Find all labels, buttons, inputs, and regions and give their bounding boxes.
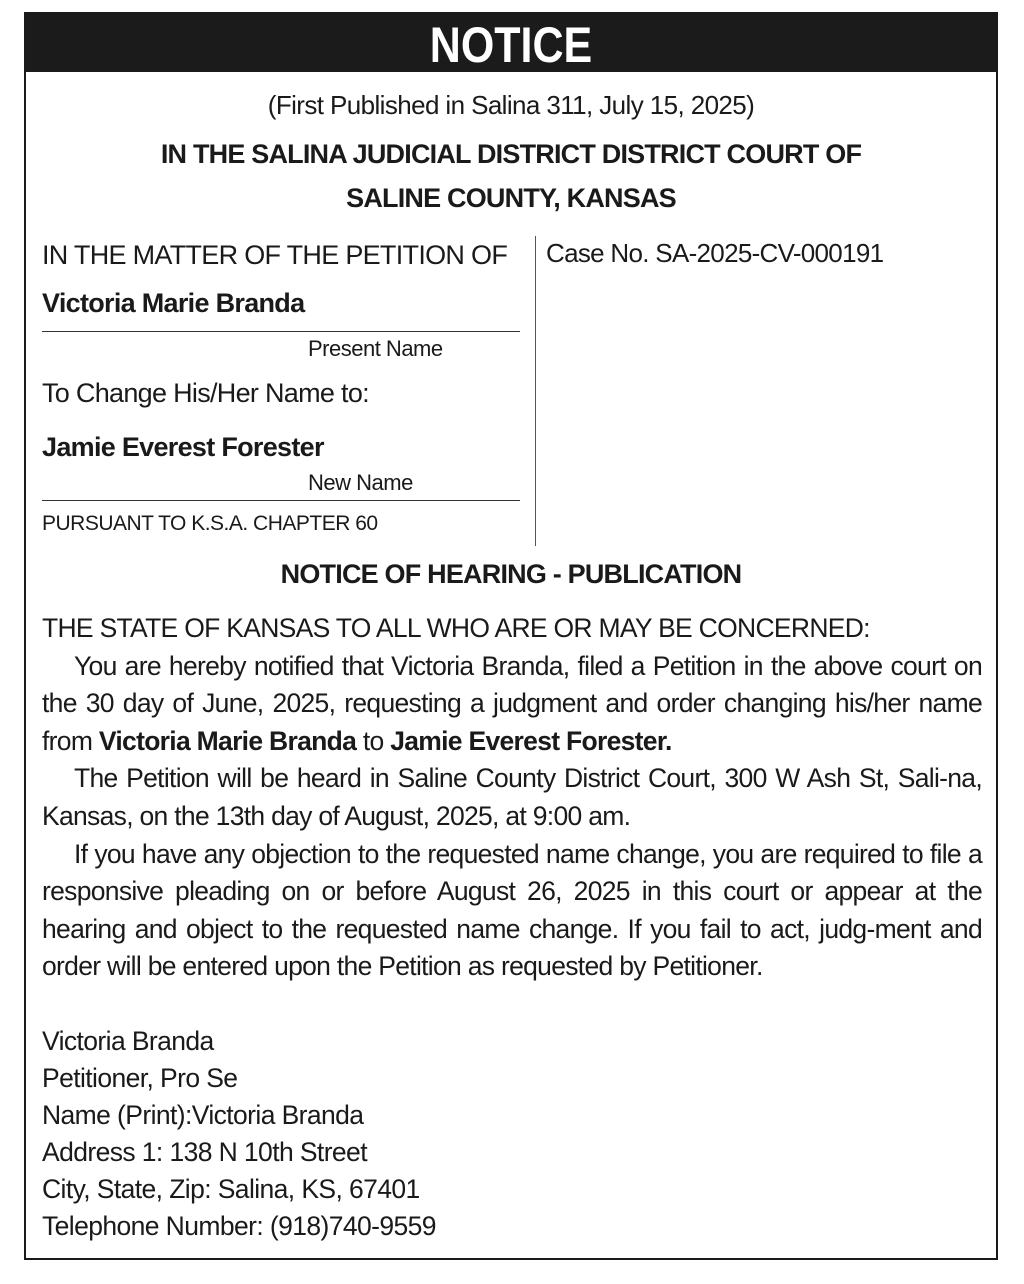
paragraph-1 [42,648,982,761]
salutation: THE STATE OF KANSAS TO ALL WHO ARE OR MAY BE CONCERNED: [42,613,870,643]
present-name-underline [42,331,520,332]
paragraph-3: If you have any objection to the requested name change, you are required to file a responsive pleading on or before August 26, 2025 in this court or appear at the hearing and object to the requested name change. If you fail to act, judg-ment and order will be entered upon the Petition as requested by Petitioner. [42,838,982,982]
new-name-underline [42,500,520,501]
sig-print-name: Name (Print):Victoria Branda [42,1100,364,1130]
notice-banner [26,14,996,72]
present-name-label: Present Name [308,336,443,361]
new-name-label: New Name [308,470,413,495]
sig-name: Victoria Branda [42,1026,214,1056]
p1-to-word: to [356,725,391,756]
p1-to-name: Jamie Everest Forester. [390,725,672,756]
paragraph-2: The Petition will be heard in Saline County District Court, 300 W Ash St, Sali-na, Kansas, on the 13th day of August, 2025, at 9:00 am. [42,763,982,831]
sig-address: Address 1: 138 N 10th Street [42,1137,367,1167]
caption-divider [535,236,536,546]
hearing-body [42,610,982,986]
case-number: Case No. SA-2025-CV-000191 [546,238,884,268]
present-name: Victoria Marie Branda [42,288,305,318]
p1-from-name: Victoria Marie Branda [98,725,357,756]
publication-line: (First Published in Salina 311, July 15, 2025) [267,90,755,120]
sig-role: Petitioner, Pro Se [42,1063,238,1093]
court-line-2: SALINE COUNTY, KANSAS [346,183,676,213]
matter-label: IN THE MATTER OF THE PETITION OF [42,240,508,270]
change-to-label: To Change His/Her Name to: [42,378,369,408]
pursuant-line: PURSUANT TO K.S.A. CHAPTER 60 [42,512,378,535]
hearing-heading: NOTICE OF HEARING - PUBLICATION [280,559,742,589]
court-heading [26,132,996,220]
p1-text: You are hereby notified that Victoria Branda, filed a Petition in the above court on the 30 day of June, 2025, requesting a judgment and order changing his/her name from [42,650,982,756]
signature-block [42,1023,436,1245]
notice-title: NOTICE [94,14,928,72]
court-line-1: IN THE SALINA JUDICIAL DISTRICT DISTRICT COURT OF [160,139,862,169]
sig-city: City, State, Zip: Salina, KS, 67401 [42,1174,420,1204]
notice-frame [24,12,998,1260]
new-name: Jamie Everest Forester [42,432,324,462]
sig-phone: Telephone Number: (918)740-9559 [42,1211,436,1241]
